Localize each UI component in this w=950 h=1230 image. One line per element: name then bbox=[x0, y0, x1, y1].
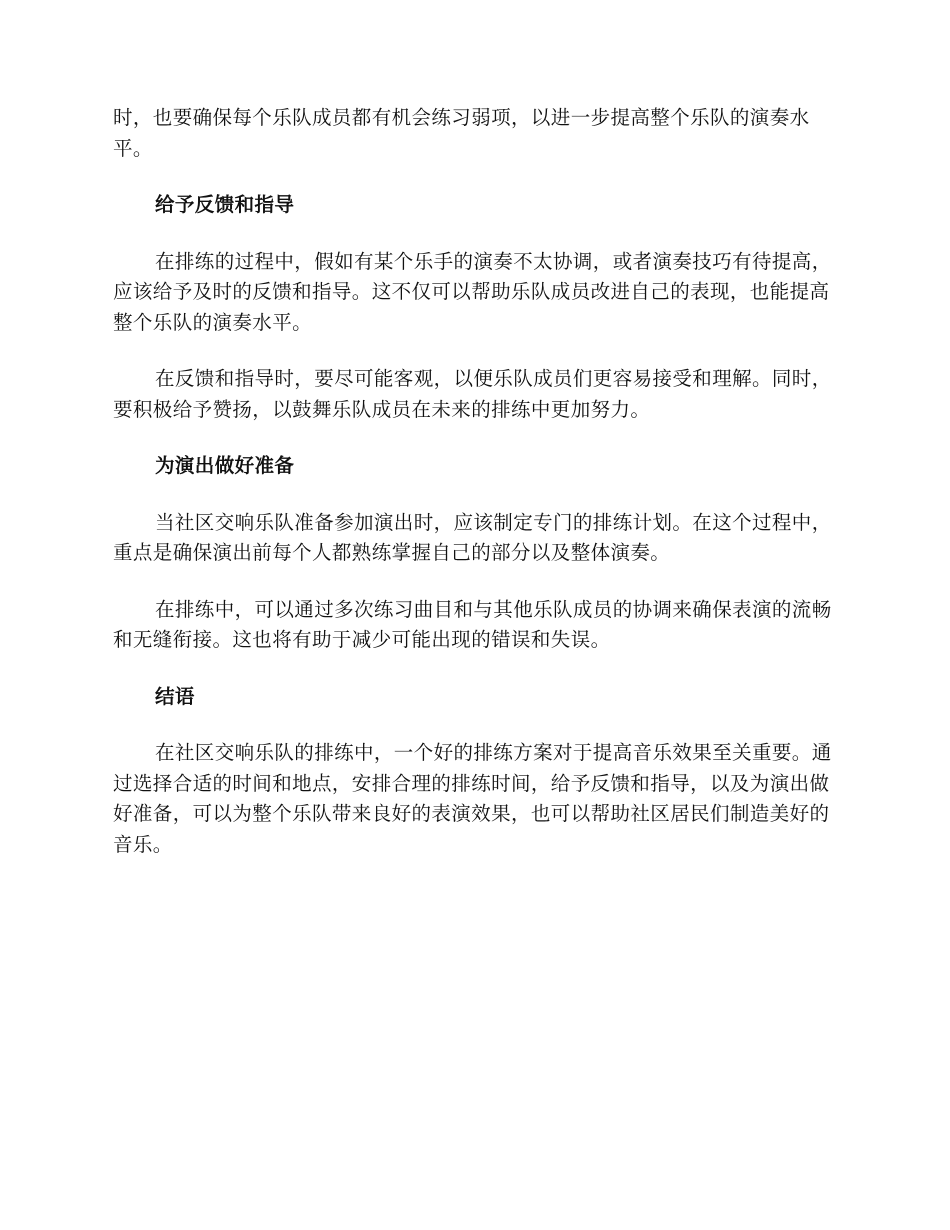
section-heading-feedback: 给予反馈和指导 bbox=[155, 193, 295, 216]
paragraph-feedback-2: 在反馈和指导时，要尽可能客观，以便乐队成员们更容易接受和理解。同时，要积极给予赞扬，以鼓舞乐队成员在未来的排练中更加努力。 bbox=[113, 367, 832, 421]
paragraph-feedback-1: 在排练的过程中，假如有某个乐手的演奏不太协调，或者演奏技巧有待提高，应该给予及时的反馈和指导。这不仅可以帮助乐队成员改进自己的表现，也能提高整个乐队的演奏水平。 bbox=[113, 249, 832, 334]
document-page bbox=[113, 103, 833, 860]
section-heading-conclusion: 结语 bbox=[155, 684, 195, 708]
paragraph-performance-1: 当社区交响乐队准备参加演出时，应该制定专门的排练计划。在这个过程中，重点是确保演出前每个人都熟练掌握自己的部分以及整体演奏。 bbox=[113, 510, 832, 564]
section-heading-performance: 为演出做好准备 bbox=[155, 454, 295, 477]
paragraph-conclusion: 在社区交响乐队的排练中，一个好的排练方案对于提高音乐效果至关重要。通过选择合适的时间和地点，安排合理的排练时间，给予反馈和指导，以及为演出做好准备，可以为整个乐队带来良好的表演效果，也可以帮助社区居民们制造美好的音乐。 bbox=[113, 741, 832, 856]
paragraph-performance-2: 在排练中，可以通过多次练习曲目和与其他乐队成员的协调来确保表演的流畅和无缝衔接。这也将有助于减少可能出现的错误和失误。 bbox=[113, 597, 832, 651]
paragraph-continued: 时，也要确保每个乐队成员都有机会练习弱项，以进一步提高整个乐队的演奏水平。 bbox=[113, 106, 810, 160]
